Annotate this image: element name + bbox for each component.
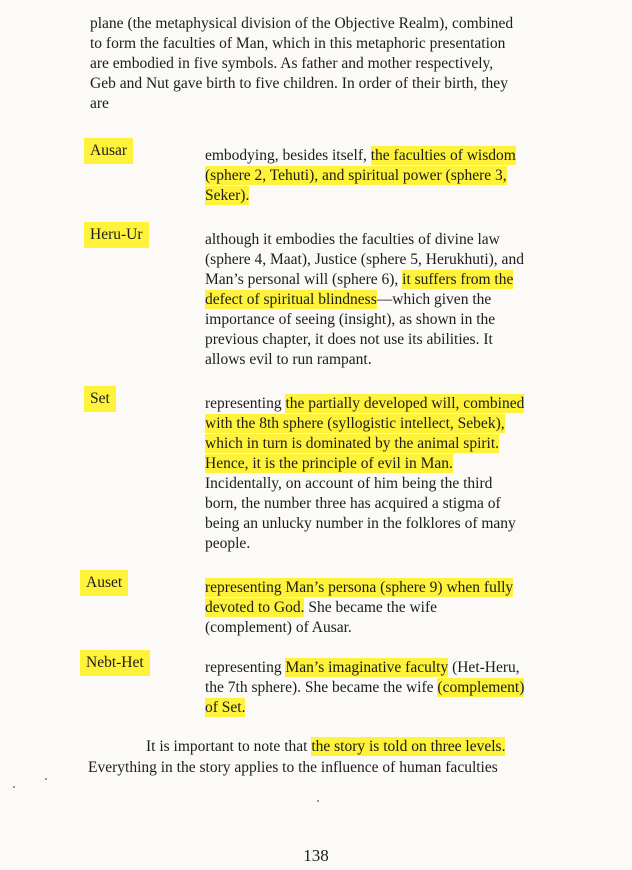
text-segment: (Het-Heru, bbox=[448, 659, 520, 676]
closing-line bbox=[88, 736, 578, 757]
highlighted-text: with the 8th sphere (syllogistic intellect, Sebek), bbox=[205, 415, 505, 432]
description-line bbox=[205, 250, 575, 270]
text-segment: people. bbox=[205, 535, 251, 552]
description-line bbox=[205, 618, 575, 638]
highlighted-text: which in turn is dominated by the animal spirit. bbox=[205, 435, 500, 452]
closing-paragraph bbox=[88, 736, 578, 778]
text-segment: representing bbox=[205, 659, 286, 676]
description-line bbox=[205, 310, 575, 330]
text-segment: —which given the bbox=[376, 291, 492, 308]
description-line bbox=[205, 230, 575, 250]
description-line bbox=[205, 578, 575, 598]
text-segment: It is important to note that bbox=[146, 738, 312, 755]
scan-speck bbox=[45, 778, 47, 780]
description-line bbox=[205, 166, 575, 186]
highlighted-text: Seker). bbox=[205, 187, 250, 204]
text-segment: representing bbox=[205, 395, 286, 412]
description-line bbox=[205, 414, 575, 434]
entry-term: Auset bbox=[80, 570, 128, 596]
entry-description bbox=[205, 146, 575, 206]
highlighted-text: the faculties of wisdom bbox=[370, 147, 516, 164]
description-line bbox=[205, 330, 575, 350]
highlighted-text: of Set. bbox=[205, 699, 246, 716]
entry-term: Set bbox=[84, 386, 116, 412]
description-line bbox=[205, 146, 575, 166]
highlighted-text: devoted to God. bbox=[205, 599, 305, 616]
description-line bbox=[205, 494, 575, 514]
description-line bbox=[205, 186, 575, 206]
highlighted-text: the story is told on three levels. bbox=[311, 738, 506, 755]
highlighted-text: representing Man’s persona (sphere 9) when fully bbox=[205, 579, 514, 596]
text-segment: born, the number three has acquired a stigma of bbox=[205, 495, 501, 512]
description-line bbox=[205, 474, 575, 494]
text-segment: embodying, besides itself, bbox=[205, 147, 371, 164]
intro-paragraph bbox=[90, 14, 570, 114]
description-line bbox=[205, 394, 575, 414]
text-segment: Man’s personal will (sphere 6), bbox=[205, 271, 403, 288]
text-segment: Everything in the story applies to the influence of human faculties bbox=[88, 759, 498, 776]
intro-line: are embodied in five symbols. As father and mother respectively, bbox=[90, 55, 494, 72]
highlighted-text: (complement) bbox=[437, 679, 525, 696]
intro-line: are bbox=[90, 95, 109, 112]
entry-term: Ausar bbox=[84, 138, 133, 164]
entry-term: Heru-Ur bbox=[84, 222, 149, 248]
intro-line: plane (the metaphysical division of the Objective Realm), combined bbox=[90, 15, 514, 32]
scan-speck bbox=[317, 800, 319, 802]
description-line bbox=[205, 454, 575, 474]
text-segment: (sphere 4, Maat), Justice (sphere 5, Herukhuti), and bbox=[205, 251, 524, 268]
text-segment: although it embodies the faculties of divine law bbox=[205, 231, 500, 248]
description-line bbox=[205, 290, 575, 310]
highlighted-text: it suffers from the bbox=[402, 271, 514, 288]
entry-description bbox=[205, 394, 575, 554]
text-segment: being an unlucky number in the folklores of many bbox=[205, 515, 516, 532]
entry-description bbox=[205, 230, 575, 370]
page-number: 138 bbox=[303, 846, 329, 865]
highlighted-text: Hence, it is the principle of evil in Man. bbox=[205, 455, 453, 472]
description-line bbox=[205, 270, 575, 290]
description-line bbox=[205, 434, 575, 454]
text-segment: allows evil to run rampant. bbox=[205, 351, 372, 368]
intro-line: Geb and Nut gave birth to five children. In order of their birth, they bbox=[90, 75, 508, 92]
highlighted-text: defect of spiritual blindness bbox=[205, 291, 377, 308]
entry-description bbox=[205, 578, 575, 638]
text-segment: Incidentally, on account of him being the third bbox=[205, 475, 493, 492]
description-line bbox=[205, 698, 575, 718]
description-line bbox=[205, 658, 575, 678]
description-line bbox=[205, 350, 575, 370]
description-line bbox=[205, 514, 575, 534]
highlighted-text: the partially developed will, combined bbox=[285, 395, 525, 412]
scan-speck bbox=[13, 786, 15, 788]
highlighted-text: (sphere 2, Tehuti), and spiritual power (sphere 3, bbox=[205, 167, 507, 184]
entry-term: Nebt-Het bbox=[80, 650, 150, 676]
description-line bbox=[205, 678, 575, 698]
text-segment: previous chapter, it does not use its abilities. It bbox=[205, 331, 493, 348]
closing-line bbox=[88, 757, 578, 778]
description-line bbox=[205, 598, 575, 618]
text-segment: She became the wife bbox=[304, 599, 438, 616]
description-line bbox=[205, 534, 575, 554]
entry-description bbox=[205, 658, 575, 718]
text-segment: importance of seeing (insight), as shown in the bbox=[205, 311, 496, 328]
text-segment: (complement) of Ausar. bbox=[205, 619, 352, 636]
text-segment: the 7th sphere). She became the wife bbox=[205, 679, 438, 696]
highlighted-text: Man’s imaginative faculty bbox=[285, 659, 449, 676]
intro-line: to form the faculties of Man, which in this metaphoric presentation bbox=[90, 35, 506, 52]
